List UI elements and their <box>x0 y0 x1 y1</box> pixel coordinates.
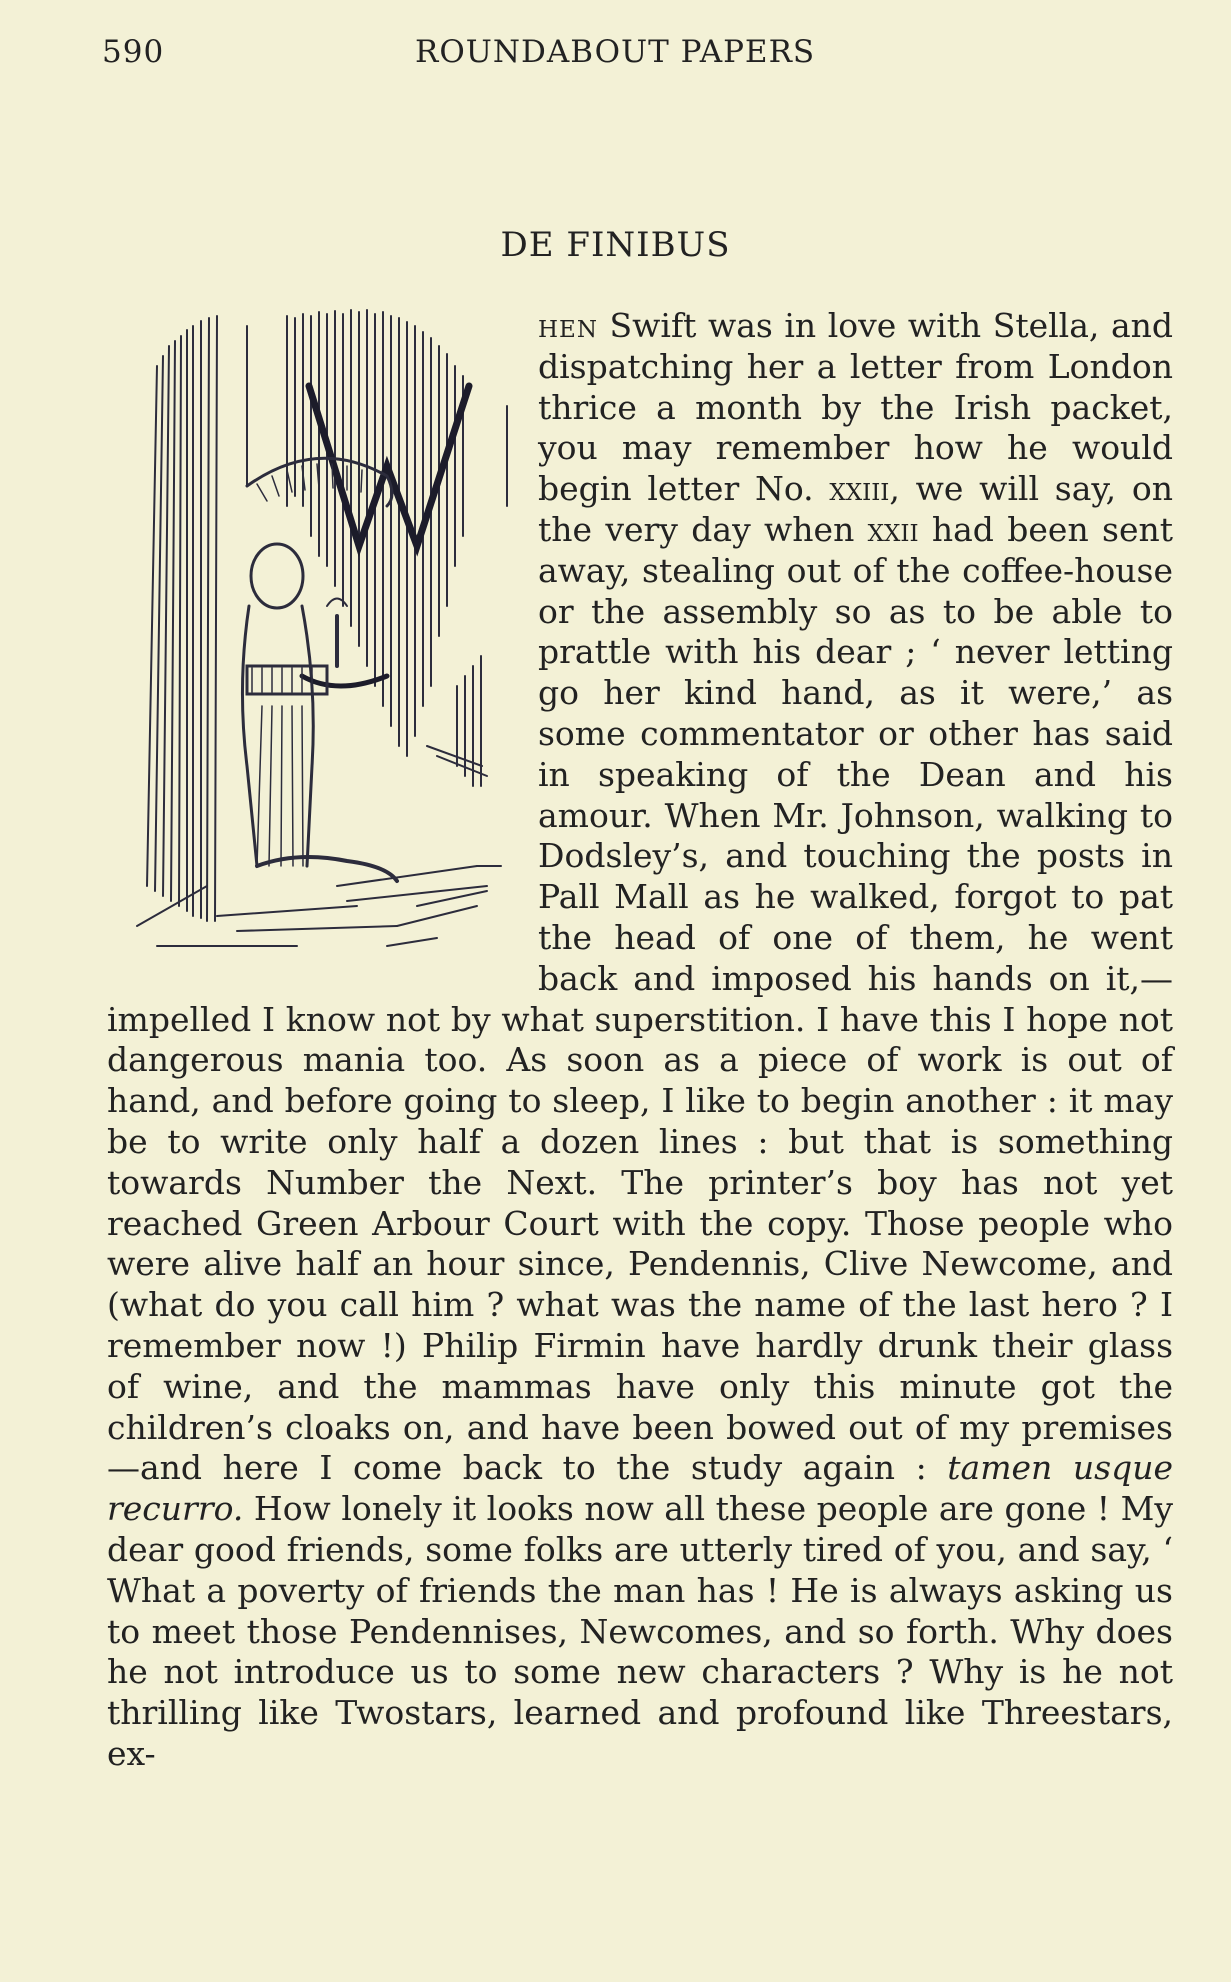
text-part-3: had been sent away, stealing out of the coffee-house or the assembly so as to be able to prattle with his dear ; ‘ never letting go her kind hand, as it were,’ as some commentator or other has said in speaking of the Dean and his amour. When Mr. Johnson, walking to Dodsley’s, and touching the posts in Pall Mall as he walked, forgot to pat the head of one of them, he went back and imposed his hands on it,—impelled I know not by what superstition. I have this I hope not dangerous mania too. As soon as a piece of work is out of hand, and before going to sleep, I like to begin another : it may be to write only half a dozen lines : but that is something towards Number the Next. The printer’s boy has not yet reached Green Arbour Court with the copy. Those people who were alive half an hour since, Pendennis, Clive Newcome, and (what do you call him ? what was the name of the last hero ? I remember now !) Philip Firmin have hardly drunk their glass of wine, and the mammas have only this minute got the children’s cloaks on, and have been bowed out of my premises—and here I come back to the study again : <box>107 509 1173 1488</box>
chapter-title: DE FINIBUS <box>500 225 731 265</box>
page-header <box>102 34 1132 74</box>
text-part-4: How lonely it looks now all these people are gone ! My dear good friends, some folks are utterly tired of you, and say, ‘ What a poverty of friends the man has ! He is always asking us to meet those Pendennises, Newcomes, and so forth. Why does he not introduce us to some new characters ? Why is he not thrilling like Twostars, learned and profound like Threestars, ex- <box>107 1489 1173 1773</box>
drop-cap-lead-text: hen <box>538 306 598 345</box>
woodcut-initial-w-illustration-icon <box>97 306 522 966</box>
text-part-1: Swift was in love with Stella, and dispatching her a letter from London thrice a month by the Irish packet, you may remember how he would begin letter No. <box>538 306 1173 509</box>
body-text <box>107 306 1173 1775</box>
roman-numeral-1: xxiii <box>829 469 890 509</box>
text-part-2: , we will say, on the very day when <box>538 469 1173 549</box>
page-number: 590 <box>102 34 165 70</box>
roman-numeral-2: xxii <box>867 509 919 549</box>
latin-quote: tamen usque recurro. <box>107 1448 1173 1529</box>
running-title: ROUNDABOUT PAPERS <box>415 34 816 70</box>
